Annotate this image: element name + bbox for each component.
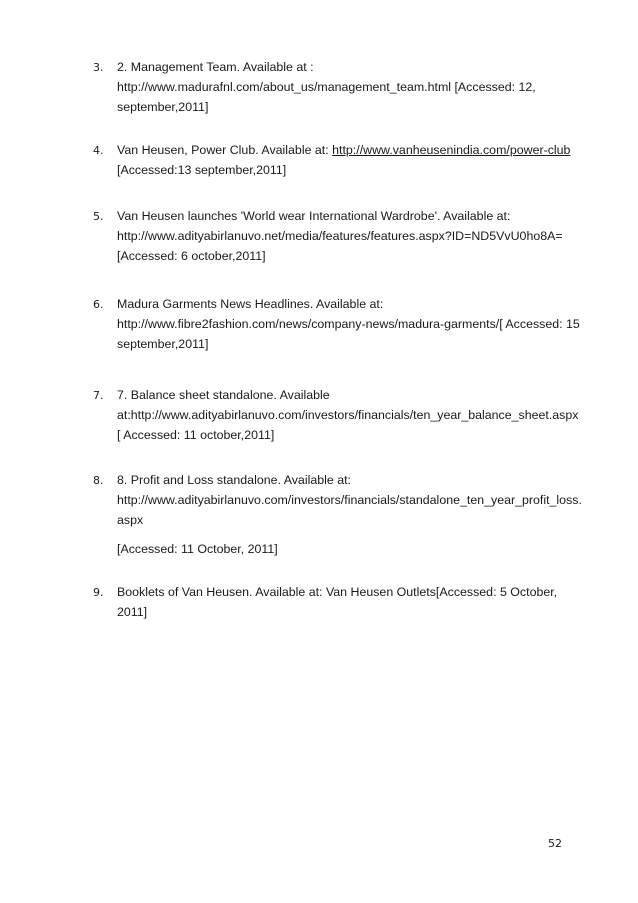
reference-text [117, 385, 577, 445]
reference-line: at:http://www.adityabirlanuvo.com/investors/financials/ten_year_balance_sheet.aspx [117, 408, 579, 422]
reference-text [117, 140, 577, 180]
reference-number: 7. [93, 389, 104, 402]
reference-number: 9. [93, 586, 104, 599]
reference-line: [Accessed:13 september,2011] [117, 163, 287, 177]
reference-line: september,2011] [117, 337, 209, 351]
reference-text [117, 57, 577, 117]
reference-line: 2. Management Team. Available at : [117, 60, 314, 74]
page-number: 52 [548, 837, 562, 850]
reference-number: 4. [93, 144, 104, 157]
reference-line: 7. Balance sheet standalone. Available [117, 388, 330, 402]
reference-line: [Accessed: 11 October, 2011] [117, 542, 278, 556]
reference-line: Booklets of Van Heusen. Available at: Van Heusen Outlets[Accessed: 5 October, [117, 585, 558, 599]
reference-number: 3. [93, 61, 104, 74]
reference-line: Madura Garments News Headlines. Available at: [117, 297, 384, 311]
reference-line: Van Heusen launches 'World wear International Wardrobe'. Available at: [117, 209, 511, 223]
reference-text [117, 206, 577, 266]
reference-text [117, 582, 577, 622]
reference-number: 6. [93, 298, 104, 311]
reference-line: [ Accessed: 11 october,2011] [117, 428, 275, 442]
reference-text [117, 294, 580, 354]
reference-line: aspx [117, 513, 144, 527]
reference-line: http://www.fibre2fashion.com/news/company-news/madura-garments/[ Accessed: 15 [117, 317, 580, 331]
reference-line: http://www.madurafnl.com/about_us/management_team.html [Accessed: 12, [117, 80, 536, 94]
reference-line-prefix: Van Heusen, Power Club. Available at: [117, 143, 333, 157]
reference-line [117, 140, 577, 160]
power-club-link[interactable]: http://www.vanheusenindia.com/power-club [332, 143, 571, 157]
reference-number: 5. [93, 210, 104, 223]
reference-line: http://www.adityabirlanuvo.com/investors/financials/standalone_ten_year_profit_loss. [117, 493, 582, 507]
reference-line: 8. Profit and Loss standalone. Available at: [117, 473, 351, 487]
reference-line: http://www.adityabirlanuvo.net/media/features/features.aspx?ID=ND5VvU0ho8A= [117, 229, 563, 243]
reference-text [117, 470, 582, 559]
reference-line: september,2011] [117, 100, 209, 114]
reference-line: [Accessed: 6 october,2011] [117, 249, 266, 263]
reference-line: 2011] [117, 605, 148, 619]
reference-number: 8. [93, 474, 104, 487]
